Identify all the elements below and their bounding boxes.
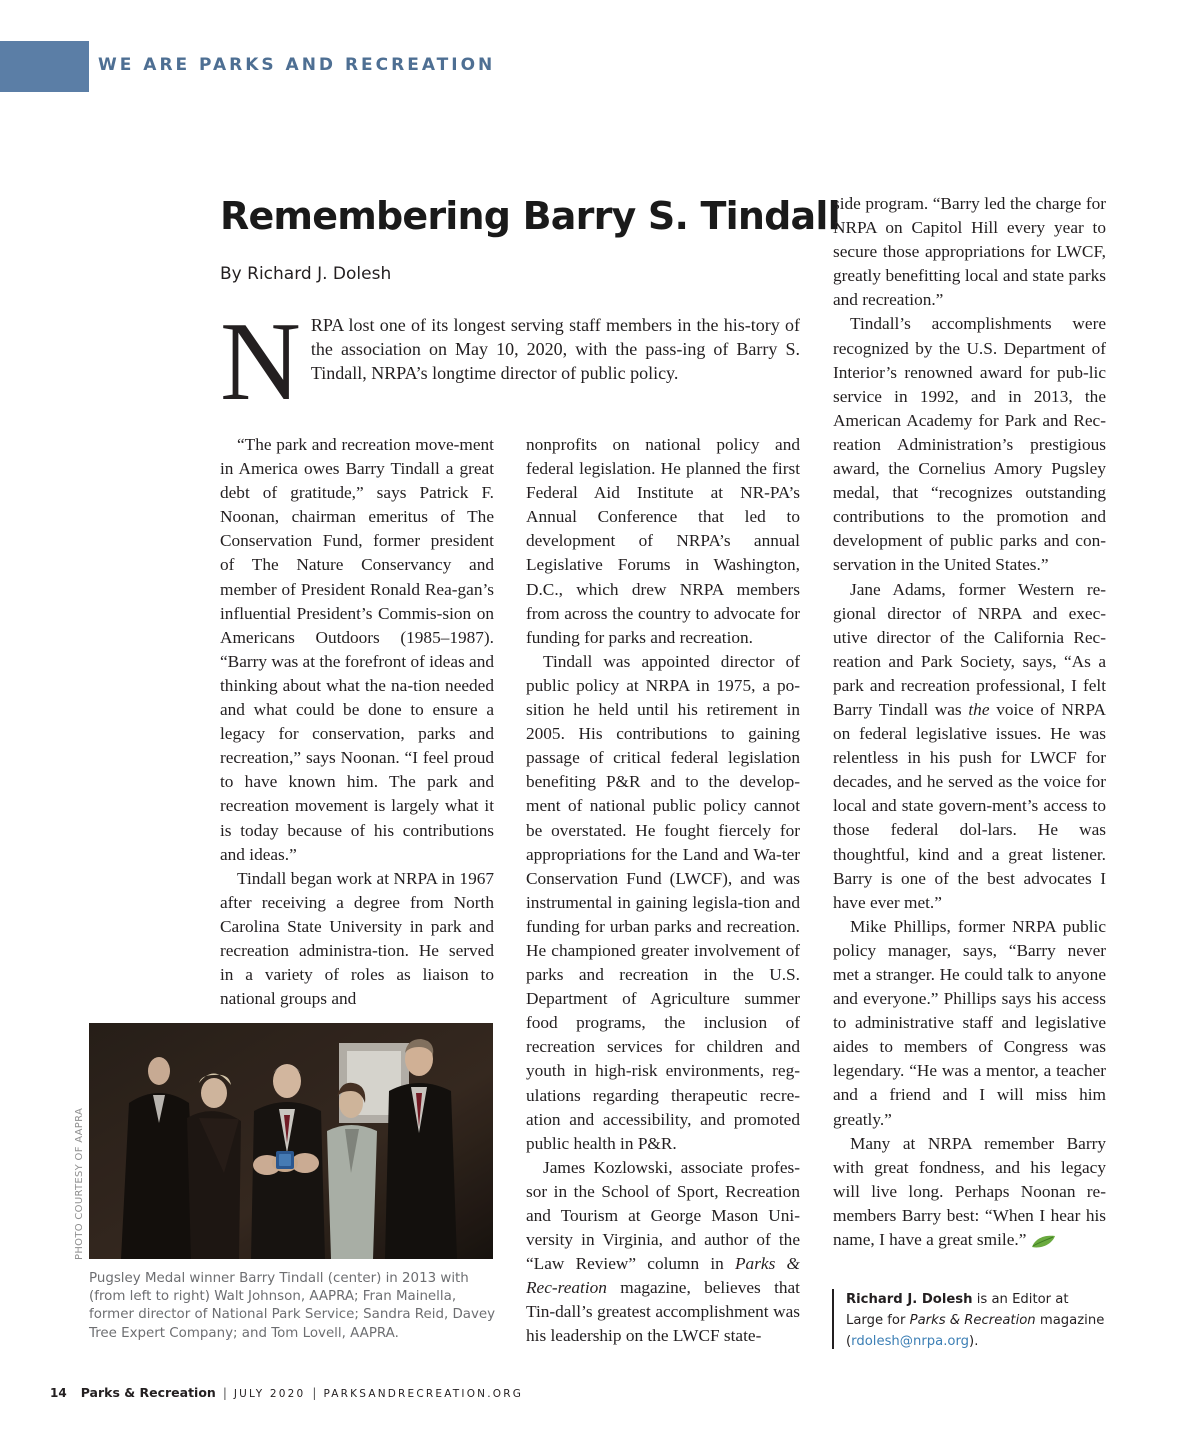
page-number: 14 bbox=[50, 1386, 67, 1400]
paragraph bbox=[526, 1156, 800, 1349]
article-column-2 bbox=[526, 433, 800, 1349]
award-photo bbox=[89, 1023, 493, 1259]
article-byline: By Richard J. Dolesh bbox=[220, 264, 392, 284]
bio-text-part: is an Editor at Large for bbox=[846, 1292, 1069, 1328]
award-photo-illustration bbox=[89, 1023, 493, 1259]
article-intro bbox=[220, 300, 800, 424]
author-name: Richard J. Dolesh bbox=[846, 1292, 973, 1307]
page-footer bbox=[50, 1385, 523, 1400]
drop-cap: N bbox=[220, 300, 301, 424]
footer-website[interactable]: PARKSANDRECREATION.ORG bbox=[323, 1388, 524, 1400]
paragraph: “The park and recreation move-ment in America owes Barry Tindall a great debt of gratitude,” says Patrick F. Noonan, chairman emeritus of The Conservation Fund, former president of The Nature Conservancy and member of President Ronald Rea-gan’s influential President’s Commis-sion on Americans Outdoors (1985–1987). “Barry was at the forefront of ideas and thinking about what the na-tion needed and what could be done to ensure a legacy for conservation, parks and recreation,” says Noonan. “I feel proud to have known him. The park and recreation movement is largely what it is today because of his contributions and ideas.” bbox=[220, 435, 494, 864]
bio-text-part: magazine ( bbox=[846, 1313, 1105, 1349]
author-email-link[interactable]: rdolesh@nrpa.org bbox=[851, 1334, 970, 1349]
paragraph-text: James Kozlowski, associate profes-sor in the School of Sport, Recreation and Tourism at George Mason Uni-versity in Virginia, and author of the “Law Review” column in bbox=[526, 1157, 800, 1274]
leaf-icon bbox=[1030, 1234, 1056, 1249]
author-bio-text bbox=[846, 1289, 1108, 1352]
article-column-1 bbox=[220, 433, 494, 1011]
photo-caption: Pugsley Medal winner Barry Tindall (center) in 2013 with (from left to right) Walt Johnson, AAPRA; Fran Mainella, former director of National Park Service; Sandra Reid, Davey Tree Expert Company; and Tom Lovell, AAPRA. bbox=[89, 1271, 496, 1341]
footer-separator: | bbox=[222, 1386, 227, 1400]
footer-magazine-name: Parks & Recreation bbox=[80, 1385, 216, 1400]
paragraph: Mike Phillips, former NRPA public policy manager, says, “Barry never met a stranger. He could talk to anyone and everyone.” Phillips says his access to administrative staff and legislative aides to members of Congress was legendary. “He was a mentor, a teacher and a friend and I will miss him greatly.” bbox=[833, 916, 1106, 1129]
paragraph-text: voice of NRPA on federal legislative issues. He was relentless in his push for LWCF for decades, and he served as the voice for local and state govern-ment’s access to those federal dol-lars. He was thoughtful, kind and a great listener. Barry is one of the best advocates I have ever met.” bbox=[833, 699, 1106, 912]
paragraph: Tindall’s accomplishments were recognized by the U.S. Department of Interior’s renowned award for pub-lic service in 1992, and in 2013, the American Academy for Park and Rec-reation Administration’s prestigious award, the Cornelius Amory Pugsley medal, that “recognizes outstanding contributions to the promotion and development of public parks and con-servation in the United States.” bbox=[833, 314, 1106, 575]
photo-credit: PHOTO COURTESY OF AAPRA bbox=[74, 1107, 85, 1260]
footer-separator: | bbox=[312, 1386, 317, 1400]
section-color-tab bbox=[0, 41, 89, 92]
author-bio bbox=[832, 1289, 1104, 1349]
emphasis: the bbox=[968, 699, 990, 719]
article-title: Remembering Barry S. Tindall bbox=[220, 194, 840, 238]
paragraph: Tindall was appointed director of public policy at NRPA in 1975, a po-sition he held until his retirement in 2005. His contributions to gaining passage of critical federal legislation benefiting P&R and to the develop-ment of national public policy cannot be overstated. He fought fiercely for appropriations for the Land and Wa-ter Conservation Fund (LWCF), and was instrumental in gaining legisla-tion and funding for urban parks and recreation. He championed greater involvement of parks and recreation in the U.S. Department of Agriculture summer food programs, the inclusion of recreation services for children and youth in high-risk environments, reg-ulations regarding therapeutic recre-ation and accessibility, and promoted public health in P&R. bbox=[526, 651, 800, 1153]
magazine-name: Parks & Recreation bbox=[909, 1313, 1036, 1328]
paragraph-text: magazine, believes that Tin-dall’s greatest accomplishment was his leadership on the LWCF state- bbox=[526, 1278, 800, 1346]
paragraph: nonprofits on national policy and federal legislation. He planned the first Federal Aid Institute at NR-PA’s Annual Conference that led to development of NRPA’s annual Legislative Forums in Washington, D.C., which drew NRPA members from across the country to advocate for funding for parks and recreation. bbox=[526, 435, 800, 647]
bio-text-part: ). bbox=[969, 1334, 979, 1349]
paragraph: side program. “Barry led the charge for NRPA on Capitol Hill every year to secure those appropriations for LWCF, greatly benefitting local and state parks and recreation.” bbox=[833, 194, 1106, 310]
intro-text: RPA lost one of its longest serving staff members in the his-tory of the association on May 10, 2020, with the pass-ing of Barry S. Tindall, NRPA’s longtime director of public policy. bbox=[310, 315, 800, 384]
paragraph bbox=[833, 1132, 1106, 1252]
paragraph-text: Jane Adams, former Western re-gional director of NRPA and exec-utive director of the California Rec-reation and Park Society, says, “As a park and recreation professional, I felt Barry Tindall was bbox=[833, 579, 1106, 719]
magazine-name: Parks & Rec-reation bbox=[526, 1254, 800, 1298]
section-label: WE ARE PARKS AND RECREATION bbox=[98, 55, 496, 75]
paragraph-text: Many at NRPA remember Barry with great fondness, and his legacy will live long. Perhaps Noonan re-members Barry best: “When I hear his name, I have a great smile.” bbox=[833, 1133, 1106, 1250]
footer-issue-date: JULY 2020 bbox=[233, 1388, 306, 1400]
article-column-3 bbox=[833, 192, 1106, 1252]
paragraph: Tindall began work at NRPA in 1967 after receiving a degree from North Carolina State University in park and recreation administra-tion. He served in a variety of roles as liaison to national groups and bbox=[220, 868, 494, 1009]
paragraph bbox=[833, 578, 1106, 915]
